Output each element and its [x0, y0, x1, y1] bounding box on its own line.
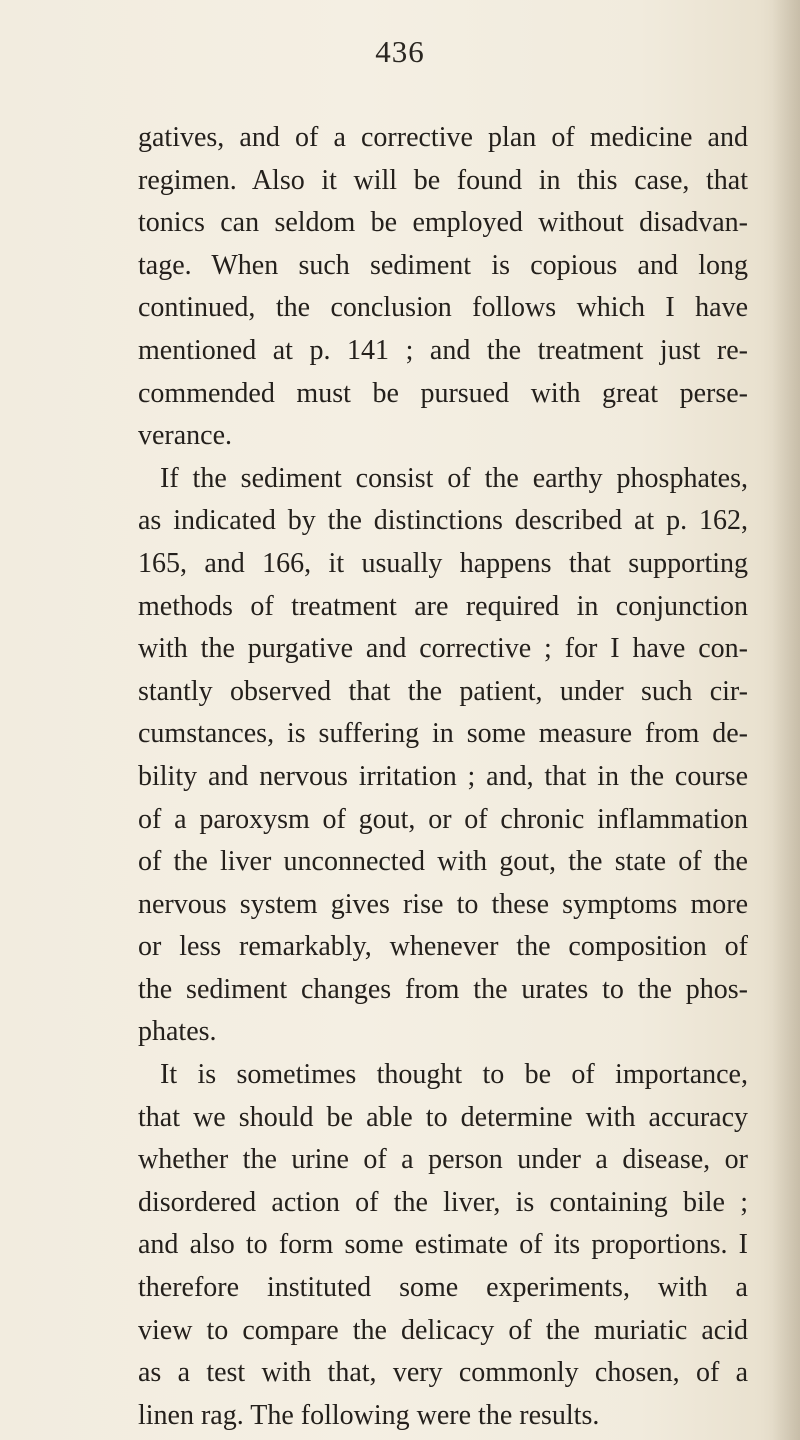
- text-line: that we should be able to determine with accuracy: [138, 1101, 748, 1133]
- text-line: therefore instituted some experiments, with a: [138, 1272, 748, 1304]
- text-line: with the purgative and corrective ; for I have con-: [138, 633, 748, 665]
- text-line: methods of treatment are required in conjunction: [138, 590, 748, 622]
- text-line: whether the urine of a person under a disease, or: [138, 1144, 748, 1176]
- text-line: It is sometimes thought to be of importance,: [160, 1059, 748, 1091]
- text-line: commended must be pursued with great perse-: [138, 377, 748, 409]
- text-line: stantly observed that the patient, under such cir-: [138, 675, 748, 707]
- text-line: 165, and 166, it usually happens that supporting: [138, 547, 748, 579]
- text-line: tonics can seldom be employed without disadvan-: [138, 207, 748, 239]
- text-line: continued, the conclusion follows which I have: [138, 292, 748, 324]
- text-line: of the liver unconnected with gout, the state of the: [138, 846, 748, 878]
- text-line: view to compare the delicacy of the muriatic acid: [138, 1314, 748, 1346]
- text-line: or less remarkably, whenever the composition of: [138, 931, 748, 963]
- page-number: 436: [375, 34, 425, 69]
- text-line: gatives, and of a corrective plan of medicine and: [138, 122, 748, 153]
- text-line: nervous system gives rise to these symptoms more: [138, 888, 748, 920]
- text-line: If the sediment consist of the earthy phosphates,: [160, 462, 748, 494]
- text-line: as a test with that, very commonly chosen, of a: [138, 1357, 748, 1389]
- text-line: phates.: [138, 1016, 217, 1048]
- text-line: linen rag. The following were the results.: [138, 1399, 600, 1431]
- text-line: the sediment changes from the urates to the phos-: [138, 973, 748, 1005]
- text-line: verance.: [138, 420, 233, 452]
- text-line: disordered action of the liver, is containing bile ;: [138, 1186, 748, 1218]
- text-line: tage. When such sediment is copious and long: [138, 249, 748, 281]
- body-text: [138, 117, 748, 1437]
- text-line: and also to form some estimate of its proportions. I: [138, 1229, 748, 1261]
- text-line: cumstances, is suffering in some measure from de-: [138, 718, 748, 750]
- text-line: regimen. Also it will be found in this case, that: [138, 164, 748, 196]
- text-line: of a paroxysm of gout, or of chronic inflammation: [138, 803, 748, 835]
- text-line: as indicated by the distinctions described at p. 162,: [138, 505, 748, 537]
- text-line: mentioned at p. 141 ; and the treatment just re-: [138, 334, 748, 366]
- text-line: bility and nervous irritation ; and, that in the course: [138, 760, 748, 792]
- page-edge-shadow: [772, 0, 800, 1440]
